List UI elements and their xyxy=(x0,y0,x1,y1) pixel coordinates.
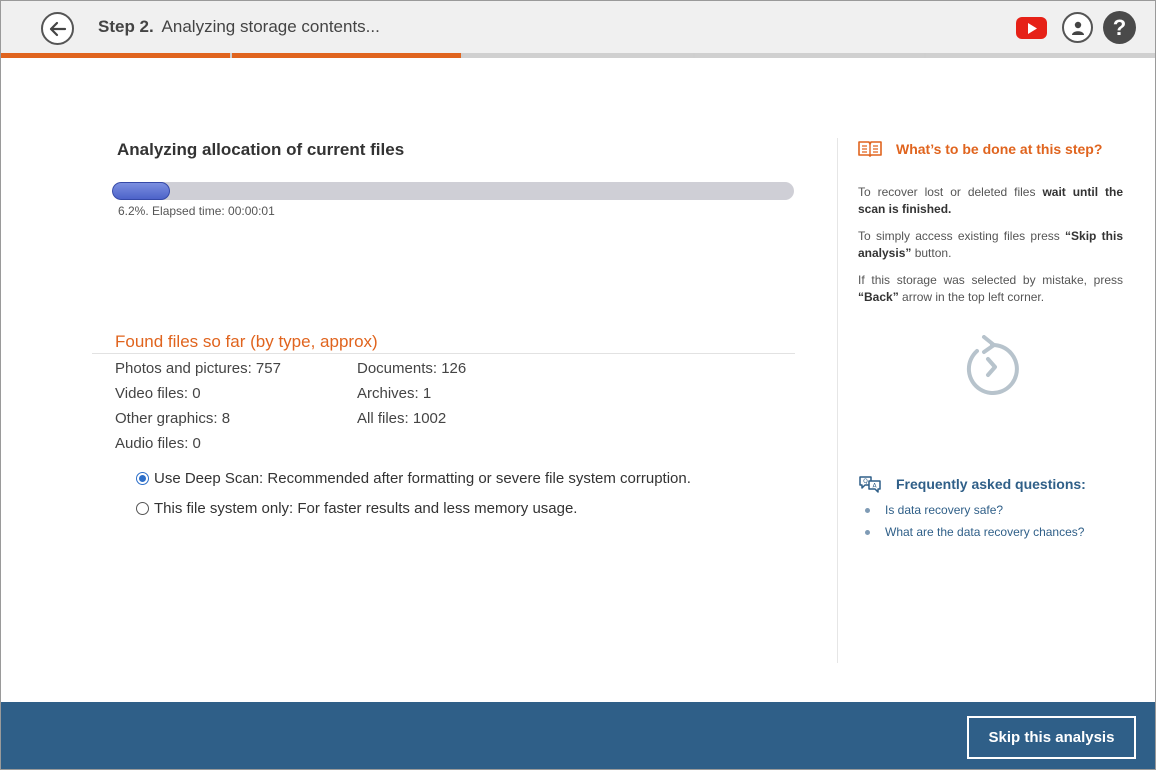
footer-bar xyxy=(1,702,1155,769)
question-icon: ? xyxy=(1112,14,1127,40)
stat-audio: Audio files: 0 xyxy=(115,435,201,452)
stat-video: Video files: 0 xyxy=(115,385,201,402)
fs-only-option[interactable] xyxy=(136,500,577,517)
faq-link-text: What are the data recovery chances? xyxy=(885,525,1085,539)
header-bar xyxy=(1,1,1155,53)
faq-title: Frequently asked questions: xyxy=(896,476,1086,492)
help-text-bold: wait until the scan is finished. xyxy=(858,185,1123,216)
help-paragraph-1 xyxy=(858,184,1123,218)
stat-photos: Photos and pictures: 757 xyxy=(115,360,281,377)
step-segment xyxy=(463,53,692,58)
stat-other-graphics: Other graphics: 8 xyxy=(115,410,231,427)
deep-scan-label: Use Deep Scan: Recommended after formatting or severe file system corruption. xyxy=(154,470,691,487)
arrow-left-icon xyxy=(49,21,67,37)
step-progress xyxy=(1,53,1155,58)
faq-link[interactable] xyxy=(865,525,1084,539)
divider xyxy=(92,353,795,354)
faq-link[interactable] xyxy=(865,503,1003,517)
help-title: What’s to be done at this step? xyxy=(896,140,1103,157)
deep-scan-radio[interactable] xyxy=(136,472,149,485)
book-icon xyxy=(858,140,882,157)
page-title xyxy=(98,17,380,37)
scan-progress-fill xyxy=(112,182,170,200)
step-segment xyxy=(926,53,1155,58)
chat-bubbles-icon xyxy=(858,475,882,493)
help-text-bold: “Back” xyxy=(858,290,899,304)
svg-text:A: A xyxy=(872,482,877,490)
back-button[interactable] xyxy=(41,12,74,45)
help-text: If this storage was selected by mistake, press xyxy=(858,273,1123,287)
step-segment xyxy=(695,53,924,58)
help-text: To recover lost or deleted files xyxy=(858,185,1043,199)
bullet-icon xyxy=(865,530,870,535)
scan-progress-text: 6.2%. Elapsed time: 00:00:01 xyxy=(118,204,275,218)
fs-only-label: This file system only: For faster results and less memory usage. xyxy=(154,500,578,517)
help-text: button. xyxy=(911,246,952,260)
step-label: Step 2. xyxy=(98,17,154,36)
scan-progress-bar xyxy=(112,182,794,200)
stat-archives: Archives: 1 xyxy=(357,385,432,402)
svg-text:Q: Q xyxy=(863,478,868,486)
account-button[interactable] xyxy=(1062,12,1093,43)
scan-title: Analyzing allocation of current files xyxy=(117,140,405,159)
stat-documents: Documents: 126 xyxy=(357,360,467,377)
help-text: arrow in the top left corner. xyxy=(898,290,1045,304)
faq-heading xyxy=(858,475,1086,493)
help-text: To simply access existing files press xyxy=(858,229,1066,243)
step-segment xyxy=(232,53,461,58)
help-heading xyxy=(858,140,1102,157)
skip-analysis-button[interactable]: Skip this analysis xyxy=(967,716,1136,759)
bullet-icon xyxy=(865,508,870,513)
faq-link-text: Is data recovery safe? xyxy=(885,503,1004,517)
step-title: Analyzing storage contents... xyxy=(161,17,380,36)
found-files-title: Found files so far (by type, approx) xyxy=(115,332,378,351)
column-divider xyxy=(837,138,838,663)
help-paragraph-2 xyxy=(858,228,1123,262)
help-text-bold: “Skip this analysis” xyxy=(858,229,1123,260)
user-icon xyxy=(1070,20,1086,36)
refresh-icon xyxy=(963,335,1021,395)
help-button[interactable] xyxy=(1103,11,1136,44)
fs-only-radio[interactable] xyxy=(136,502,149,515)
deep-scan-option[interactable] xyxy=(136,470,691,487)
youtube-icon[interactable] xyxy=(1016,17,1047,39)
step-segment xyxy=(1,53,230,58)
help-paragraph-3 xyxy=(858,272,1123,306)
stat-all-files: All files: 1002 xyxy=(357,410,447,427)
